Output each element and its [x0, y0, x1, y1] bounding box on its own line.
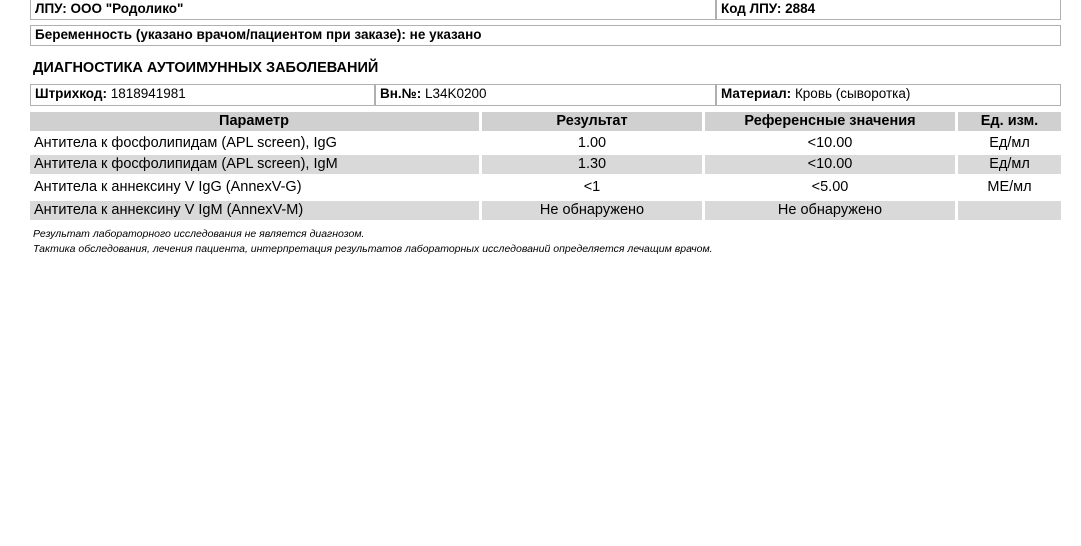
param-cell: Антитела к аннексину V IgG (AnnexV-G) [34, 179, 302, 195]
result-cell: 1.30 [577, 156, 607, 172]
result-cell: 1.00 [577, 135, 607, 151]
material-label: Материал: [721, 86, 792, 101]
section-title: ДИАГНОСТИКА АУТОИМУННЫХ ЗАБОЛЕВАНИЙ [33, 60, 379, 76]
barcode-label: Штрихкод: [35, 86, 107, 101]
pregnancy-status: Беременность (указано врачом/пациентом при заказе): не указано [35, 27, 482, 42]
internal-number-value: L34K0200 [424, 86, 487, 101]
table-header [30, 112, 1061, 131]
internal-number-box [375, 84, 716, 106]
barcode-box [30, 84, 375, 106]
result-cell: <1 [583, 179, 601, 195]
note-diagnosis: Результат лабораторного исследования не является диагнозом. [33, 228, 365, 240]
header-unit: Ед. изм. [980, 113, 1039, 129]
reference-cell: Не обнаружено [777, 202, 883, 218]
barcode-value: 1818941981 [110, 86, 186, 101]
internal-number-label: Вн.№: [380, 86, 422, 101]
header-result: Результат [556, 113, 628, 129]
unit-cell: Ед/мл [989, 135, 1030, 151]
unit-cell: Ед/мл [989, 156, 1030, 172]
reference-cell: <10.00 [807, 135, 853, 151]
lpu-name-box [30, 0, 716, 20]
reference-cell: <10.00 [807, 156, 853, 172]
table-row [30, 134, 1061, 153]
unit-cell: МЕ/мл [987, 179, 1032, 195]
pregnancy-box [30, 25, 1061, 46]
lpu-code-box [716, 0, 1061, 20]
param-cell: Антитела к фосфолипидам (APL screen), IgM [34, 156, 338, 172]
material-box [716, 84, 1061, 106]
reference-cell: <5.00 [811, 179, 849, 195]
header-parameter: Параметр [219, 113, 289, 129]
lpu-name: ЛПУ: ООО "Родолико" [35, 1, 184, 16]
table-row [30, 155, 1061, 174]
note-tactics: Тактика обследования, лечения пациента, интерпретация результатов лабораторных исследований определяется лечащим врачом. [33, 243, 713, 255]
table-row [30, 178, 1061, 197]
param-cell: Антитела к фосфолипидам (APL screen), IgG [34, 135, 337, 151]
material-value: Кровь (сыворотка) [794, 86, 911, 101]
header-reference: Референсные значения [744, 113, 916, 129]
lpu-code: Код ЛПУ: 2884 [721, 1, 816, 16]
result-cell: Не обнаружено [539, 202, 645, 218]
table-row [30, 201, 1061, 220]
param-cell: Антитела к аннексину V IgM (AnnexV-M) [34, 202, 304, 218]
